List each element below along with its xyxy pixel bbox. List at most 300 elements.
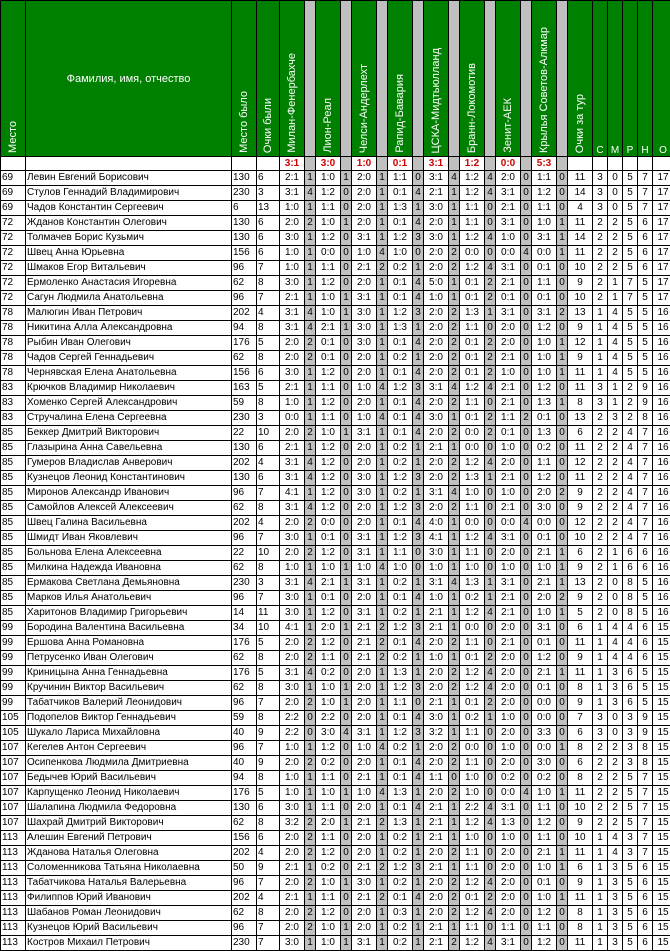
cell-m8-score: 1:2 — [532, 186, 557, 201]
cell-tour-points: 6 — [568, 426, 593, 441]
cell-stat-s: 1 — [593, 891, 608, 906]
result-6: 1:2 — [460, 157, 485, 171]
cell-prev-place: 230 — [232, 411, 257, 426]
cell-name: Никитина Алла Александровна — [26, 321, 232, 336]
cell-stat-m: 0 — [608, 201, 623, 216]
cell-m6-pts: 1 — [485, 576, 496, 591]
cell-m7-score: 2:0 — [496, 861, 521, 876]
cell-m5-pts: 1 — [449, 411, 460, 426]
header-prev-points: Очки были — [257, 1, 280, 157]
table-row — [1, 696, 670, 711]
cell-m5-pts: 2 — [449, 786, 460, 801]
cell-m5-score: 3:0 — [424, 546, 449, 561]
header-stat-n: Н — [638, 1, 653, 157]
cell-place: 72 — [1, 216, 26, 231]
cell-m8-score: 0:2 — [532, 771, 557, 786]
cell-m8-pts: 0 — [557, 696, 568, 711]
cell-m6-pts: 1 — [485, 471, 496, 486]
cell-m5-pts: 2 — [449, 456, 460, 471]
cell-m1-pts: 1 — [305, 786, 316, 801]
cell-m3-score: 3:1 — [352, 576, 377, 591]
cell-prev-place: 202 — [232, 846, 257, 861]
cell-m8-pts: 1 — [557, 336, 568, 351]
cell-name: Сагун Людмила Анатольевна — [26, 291, 232, 306]
cell-m7-score: 3:1 — [496, 936, 521, 951]
cell-stat-n: 7 — [638, 201, 653, 216]
cell-place: 113 — [1, 861, 26, 876]
cell-m5-pts: 2 — [449, 351, 460, 366]
cell-m4-pts: 1 — [413, 456, 424, 471]
cell-m1-score: 2:2 — [280, 711, 305, 726]
cell-m5-pts: 1 — [449, 546, 460, 561]
cell-tour-points: 10 — [568, 801, 593, 816]
cell-m2-pts: 1 — [341, 426, 352, 441]
cell-m6-pts: 0 — [485, 621, 496, 636]
cell-place: 99 — [1, 681, 26, 696]
cell-m5-pts: 2 — [449, 756, 460, 771]
cell-stat-o: 15 — [653, 876, 670, 891]
cell-prev-place: 62 — [232, 561, 257, 576]
cell-stat-m: 2 — [608, 441, 623, 456]
cell-m1-score: 3:0 — [280, 591, 305, 606]
cell-m2-pts: 0 — [341, 801, 352, 816]
cell-stat-s: 2 — [593, 591, 608, 606]
cell-m3-pts: 1 — [377, 201, 388, 216]
cell-stat-o: 16 — [653, 546, 670, 561]
cell-m2-pts: 1 — [341, 561, 352, 576]
cell-stat-n: 7 — [638, 516, 653, 531]
cell-prev-place: 230 — [232, 936, 257, 951]
cell-m6-score: 1:2 — [460, 531, 485, 546]
cell-m2-pts: 0 — [341, 591, 352, 606]
cell-m3-pts: 2 — [377, 621, 388, 636]
cell-place: 78 — [1, 351, 26, 366]
cell-stat-r: 5 — [623, 171, 638, 186]
cell-prev-points: 6 — [257, 831, 280, 846]
cell-stat-r: 5 — [623, 786, 638, 801]
cell-place: 113 — [1, 846, 26, 861]
cell-stat-s: 3 — [593, 186, 608, 201]
cell-m4-score: 1:2 — [388, 306, 413, 321]
cell-m1-pts: 2 — [305, 546, 316, 561]
cell-m6-score: 1:3 — [460, 576, 485, 591]
cell-stat-r: 4 — [623, 621, 638, 636]
cell-stat-r: 6 — [623, 681, 638, 696]
cell-m1-pts: 2 — [305, 831, 316, 846]
header-match-5: ЦСКА-Мидтьюлланд — [424, 1, 449, 157]
cell-stat-n: 9 — [638, 726, 653, 741]
cell-m3-pts: 1 — [377, 501, 388, 516]
cell-m2-score: 2:1 — [316, 321, 341, 336]
cell-prev-points: 7 — [257, 936, 280, 951]
cell-stat-o: 15 — [653, 801, 670, 816]
cell-name: Малюгин Иван Петрович — [26, 306, 232, 321]
cell-stat-o: 16 — [653, 501, 670, 516]
cell-stat-s: 1 — [593, 921, 608, 936]
cell-m8-pts: 1 — [557, 396, 568, 411]
cell-m6-pts: 1 — [485, 591, 496, 606]
table-row — [1, 516, 670, 531]
cell-m5-score: 2:0 — [424, 336, 449, 351]
cell-m3-score: 2:0 — [352, 801, 377, 816]
cell-tour-points: 11 — [568, 891, 593, 906]
cell-stat-m: 1 — [608, 276, 623, 291]
cell-m6-pts: 1 — [485, 306, 496, 321]
cell-prev-points: 8 — [257, 501, 280, 516]
cell-prev-points: 6 — [257, 216, 280, 231]
cell-place: 85 — [1, 576, 26, 591]
cell-m5-pts: 1 — [449, 621, 460, 636]
cell-m2-pts: 0 — [341, 486, 352, 501]
cell-m4-score: 1:0 — [388, 561, 413, 576]
cell-stat-n: 5 — [638, 351, 653, 366]
cell-m6-score: 0:1 — [460, 651, 485, 666]
cell-m8-pts: 1 — [557, 786, 568, 801]
cell-m4-score: 1:2 — [388, 501, 413, 516]
cell-m3-score: 2:0 — [352, 711, 377, 726]
cell-m3-score: 3:1 — [352, 531, 377, 546]
cell-m6-score: 0:0 — [460, 741, 485, 756]
cell-m8-score: 0:1 — [532, 681, 557, 696]
cell-stat-n: 5 — [638, 306, 653, 321]
cell-place: 85 — [1, 426, 26, 441]
cell-m5-pts: 1 — [449, 441, 460, 456]
header-match-3-pts — [377, 1, 388, 157]
cell-name: Карпущенко Леонид Николаевич — [26, 786, 232, 801]
cell-m2-score: 1:2 — [316, 486, 341, 501]
cell-m2-pts: 1 — [341, 321, 352, 336]
cell-m8-score: 3:3 — [532, 726, 557, 741]
cell-m1-score: 4:1 — [280, 486, 305, 501]
cell-m5-pts: 2 — [449, 321, 460, 336]
header-match-2-pts — [341, 1, 352, 157]
cell-place: 72 — [1, 246, 26, 261]
cell-prev-place: 94 — [232, 771, 257, 786]
cell-m6-pts: 1 — [485, 711, 496, 726]
cell-m1-score: 2:2 — [280, 726, 305, 741]
cell-m3-pts: 4 — [377, 561, 388, 576]
cell-m7-pts: 0 — [521, 351, 532, 366]
cell-m3-pts: 2 — [377, 816, 388, 831]
cell-tour-points: 9 — [568, 351, 593, 366]
cell-m7-pts: 0 — [521, 471, 532, 486]
cell-m2-pts: 0 — [341, 861, 352, 876]
cell-name: Ершова Анна Романовна — [26, 636, 232, 651]
cell-stat-r: 5 — [623, 231, 638, 246]
cell-stat-o: 15 — [653, 636, 670, 651]
cell-tour-points: 6 — [568, 621, 593, 636]
cell-stat-s: 1 — [593, 906, 608, 921]
cell-m1-score: 1:0 — [280, 786, 305, 801]
cell-m7-pts: 0 — [521, 216, 532, 231]
cell-prev-points: 6 — [257, 801, 280, 816]
cell-stat-r: 3 — [623, 741, 638, 756]
cell-m2-pts: 0 — [341, 351, 352, 366]
cell-m6-score: 1:0 — [460, 831, 485, 846]
header-tour-points: Очки за тур — [568, 1, 593, 157]
cell-m8-score: 3:1 — [532, 306, 557, 321]
cell-m4-pts: 1 — [413, 741, 424, 756]
cell-stat-o: 15 — [653, 681, 670, 696]
cell-name: Шукало Лариса Михайловна — [26, 726, 232, 741]
cell-stat-o: 16 — [653, 381, 670, 396]
cell-m4-score: 0:1 — [388, 516, 413, 531]
cell-m3-score: 2:0 — [352, 501, 377, 516]
cell-stat-s: 2 — [593, 741, 608, 756]
cell-m6-score: 0:2 — [460, 711, 485, 726]
cell-stat-s: 3 — [593, 711, 608, 726]
cell-stat-s: 2 — [593, 456, 608, 471]
cell-m1-score: 0:0 — [280, 411, 305, 426]
cell-tour-points: 4 — [568, 201, 593, 216]
cell-m7-score: 2:0 — [496, 681, 521, 696]
cell-m6-score: 1:1 — [460, 201, 485, 216]
cell-m3-pts: 4 — [377, 786, 388, 801]
cell-stat-n: 9 — [638, 711, 653, 726]
cell-m7-score: 2:1 — [496, 381, 521, 396]
cell-m6-score: 0:1 — [460, 291, 485, 306]
cell-m5-score: 2:0 — [424, 456, 449, 471]
cell-m7-pts: 0 — [521, 531, 532, 546]
cell-name: Криницына Анна Геннадьевна — [26, 666, 232, 681]
cell-prev-place: 230 — [232, 186, 257, 201]
cell-m3-score: 2:0 — [352, 441, 377, 456]
result-3: 1:0 — [352, 157, 377, 171]
cell-m5-pts: 2 — [449, 261, 460, 276]
cell-m7-pts: 0 — [521, 741, 532, 756]
cell-m2-score: 1:2 — [316, 471, 341, 486]
cell-stat-r: 3 — [623, 711, 638, 726]
cell-place: 99 — [1, 696, 26, 711]
cell-m3-score: 3:1 — [352, 726, 377, 741]
cell-m8-score: 1:0 — [532, 786, 557, 801]
cell-m5-score: 2:1 — [424, 606, 449, 621]
cell-prev-place: 59 — [232, 711, 257, 726]
cell-stat-o: 16 — [653, 396, 670, 411]
cell-stat-m: 3 — [608, 906, 623, 921]
cell-m5-score: 2:1 — [424, 621, 449, 636]
cell-m8-pts: 0 — [557, 801, 568, 816]
cell-m3-score: 3:0 — [352, 876, 377, 891]
cell-m4-pts: 0 — [413, 546, 424, 561]
cell-prev-place: 6 — [232, 201, 257, 216]
cell-place: 105 — [1, 711, 26, 726]
cell-m8-pts: 0 — [557, 936, 568, 951]
cell-m7-score: 2:0 — [496, 546, 521, 561]
cell-stat-n: 7 — [638, 171, 653, 186]
cell-stat-n: 7 — [638, 186, 653, 201]
cell-m2-score: 1:1 — [316, 651, 341, 666]
cell-stat-r: 5 — [623, 351, 638, 366]
cell-m1-score: 3:0 — [280, 801, 305, 816]
cell-prev-place: 130 — [232, 231, 257, 246]
cell-place: 99 — [1, 651, 26, 666]
cell-m7-score: 1:1 — [496, 921, 521, 936]
cell-m2-pts: 1 — [341, 936, 352, 951]
cell-m2-pts: 0 — [341, 261, 352, 276]
cell-m5-pts: 1 — [449, 216, 460, 231]
cell-m8-score: 1:1 — [532, 801, 557, 816]
cell-m2-pts: 1 — [341, 621, 352, 636]
cell-m4-score: 0:1 — [388, 186, 413, 201]
cell-m8-score: 1:3 — [532, 426, 557, 441]
cell-m7-pts: 0 — [521, 651, 532, 666]
cell-m2-score: 1:2 — [316, 906, 341, 921]
cell-stat-m: 3 — [608, 666, 623, 681]
cell-prev-place: 130 — [232, 441, 257, 456]
table-row — [1, 801, 670, 816]
table-row — [1, 876, 670, 891]
cell-m7-pts: 0 — [521, 186, 532, 201]
table-row — [1, 831, 670, 846]
cell-m3-score: 3:1 — [352, 546, 377, 561]
cell-m4-score: 0:1 — [388, 366, 413, 381]
cell-stat-n: 5 — [638, 606, 653, 621]
cell-m8-pts: 0 — [557, 531, 568, 546]
cell-m8-pts: 0 — [557, 186, 568, 201]
cell-m1-pts: 1 — [305, 261, 316, 276]
cell-stat-s: 3 — [593, 201, 608, 216]
cell-m3-score: 2:0 — [352, 396, 377, 411]
cell-stat-n: 8 — [638, 756, 653, 771]
cell-prev-place: 96 — [232, 291, 257, 306]
cell-stat-r: 2 — [623, 396, 638, 411]
cell-m7-pts: 0 — [521, 366, 532, 381]
cell-m3-pts: 1 — [377, 576, 388, 591]
cell-name: Хоменко Сергей Александрович — [26, 396, 232, 411]
cell-stat-r: 5 — [623, 261, 638, 276]
cell-prev-place: 59 — [232, 396, 257, 411]
cell-stat-o: 15 — [653, 831, 670, 846]
cell-m8-pts: 1 — [557, 216, 568, 231]
cell-stat-n: 6 — [638, 936, 653, 951]
cell-m4-score: 0:1 — [388, 336, 413, 351]
cell-prev-points: 3 — [257, 186, 280, 201]
cell-stat-m: 2 — [608, 261, 623, 276]
cell-m8-pts: 0 — [557, 381, 568, 396]
cell-m3-score: 1:0 — [352, 411, 377, 426]
cell-m1-score: 2:0 — [280, 516, 305, 531]
cell-m1-pts: 1 — [305, 861, 316, 876]
cell-m4-pts: 4 — [413, 591, 424, 606]
cell-place: 69 — [1, 186, 26, 201]
cell-prev-points: 6 — [257, 471, 280, 486]
cell-m2-pts: 0 — [341, 396, 352, 411]
cell-m7-pts: 0 — [521, 666, 532, 681]
cell-m6-score: 0:1 — [460, 696, 485, 711]
cell-prev-points: 5 — [257, 336, 280, 351]
cell-m3-pts: 1 — [377, 486, 388, 501]
cell-name: Кузнецов Юрий Васильевич — [26, 921, 232, 936]
cell-m5-score: 2:1 — [424, 696, 449, 711]
cell-m7-pts: 0 — [521, 441, 532, 456]
cell-m3-pts: 1 — [377, 876, 388, 891]
cell-m4-pts: 4 — [413, 216, 424, 231]
cell-m8-pts: 0 — [557, 906, 568, 921]
cell-tour-points: 8 — [568, 771, 593, 786]
cell-m1-score: 1:0 — [280, 741, 305, 756]
cell-m8-pts: 0 — [557, 426, 568, 441]
cell-stat-n: 7 — [638, 456, 653, 471]
cell-m8-pts: 0 — [557, 876, 568, 891]
cell-m5-score: 2:0 — [424, 786, 449, 801]
cell-stat-o: 16 — [653, 591, 670, 606]
cell-stat-o: 15 — [653, 906, 670, 921]
cell-m8-score: 1:2 — [532, 381, 557, 396]
cell-stat-n: 5 — [638, 276, 653, 291]
cell-stat-n: 5 — [638, 666, 653, 681]
table-row — [1, 591, 670, 606]
cell-m1-pts: 1 — [305, 396, 316, 411]
cell-m4-pts: 3 — [413, 306, 424, 321]
cell-m6-score: 1:1 — [460, 756, 485, 771]
cell-stat-o: 17 — [653, 216, 670, 231]
cell-m1-pts: 1 — [305, 561, 316, 576]
cell-m6-score: 1:2 — [460, 666, 485, 681]
cell-m3-pts: 1 — [377, 801, 388, 816]
cell-m7-pts: 0 — [521, 636, 532, 651]
cell-m2-pts: 0 — [341, 246, 352, 261]
cell-m6-score: 1:0 — [460, 486, 485, 501]
cell-stat-s: 2 — [593, 606, 608, 621]
cell-stat-o: 17 — [653, 276, 670, 291]
table-row — [1, 396, 670, 411]
cell-m6-score: 1:1 — [460, 846, 485, 861]
cell-m5-score: 2:0 — [424, 876, 449, 891]
cell-m1-score: 3:0 — [280, 531, 305, 546]
cell-place: 85 — [1, 486, 26, 501]
cell-m7-score: 1:0 — [496, 486, 521, 501]
cell-place: 72 — [1, 261, 26, 276]
cell-m2-pts: 1 — [341, 696, 352, 711]
cell-m6-score: 0:1 — [460, 891, 485, 906]
cell-prev-place: 130 — [232, 171, 257, 186]
cell-m1-score: 4:1 — [280, 621, 305, 636]
cell-m1-pts: 1 — [305, 291, 316, 306]
cell-name: Подопелов Виктор Геннадьевич — [26, 711, 232, 726]
cell-place: 78 — [1, 306, 26, 321]
cell-m2-pts: 0 — [341, 906, 352, 921]
cell-stat-o: 16 — [653, 486, 670, 501]
cell-m1-pts: 4 — [305, 456, 316, 471]
cell-stat-s: 2 — [593, 231, 608, 246]
cell-m1-pts: 0 — [305, 726, 316, 741]
cell-tour-points: 8 — [568, 681, 593, 696]
cell-m2-score: 1:0 — [316, 561, 341, 576]
cell-stat-m: 2 — [608, 486, 623, 501]
cell-prev-place: 62 — [232, 651, 257, 666]
cell-m6-pts: 4 — [485, 681, 496, 696]
cell-m6-score: 2:2 — [460, 801, 485, 816]
cell-m3-pts: 1 — [377, 351, 388, 366]
cell-m7-pts: 0 — [521, 456, 532, 471]
cell-stat-r: 2 — [623, 411, 638, 426]
cell-stat-s: 1 — [593, 666, 608, 681]
cell-m3-pts: 4 — [377, 741, 388, 756]
cell-stat-n: 6 — [638, 546, 653, 561]
cell-m7-score: 1:0 — [496, 441, 521, 456]
cell-m6-score: 1:2 — [460, 171, 485, 186]
cell-place: 72 — [1, 291, 26, 306]
cell-stat-o: 16 — [653, 561, 670, 576]
cell-prev-points: 7 — [257, 531, 280, 546]
cell-m7-score: 1:0 — [496, 831, 521, 846]
cell-m4-score: 0:2 — [388, 576, 413, 591]
cell-stat-r: 5 — [623, 816, 638, 831]
cell-stat-n: 6 — [638, 651, 653, 666]
cell-m2-pts: 1 — [341, 576, 352, 591]
cell-m2-pts: 0 — [341, 336, 352, 351]
